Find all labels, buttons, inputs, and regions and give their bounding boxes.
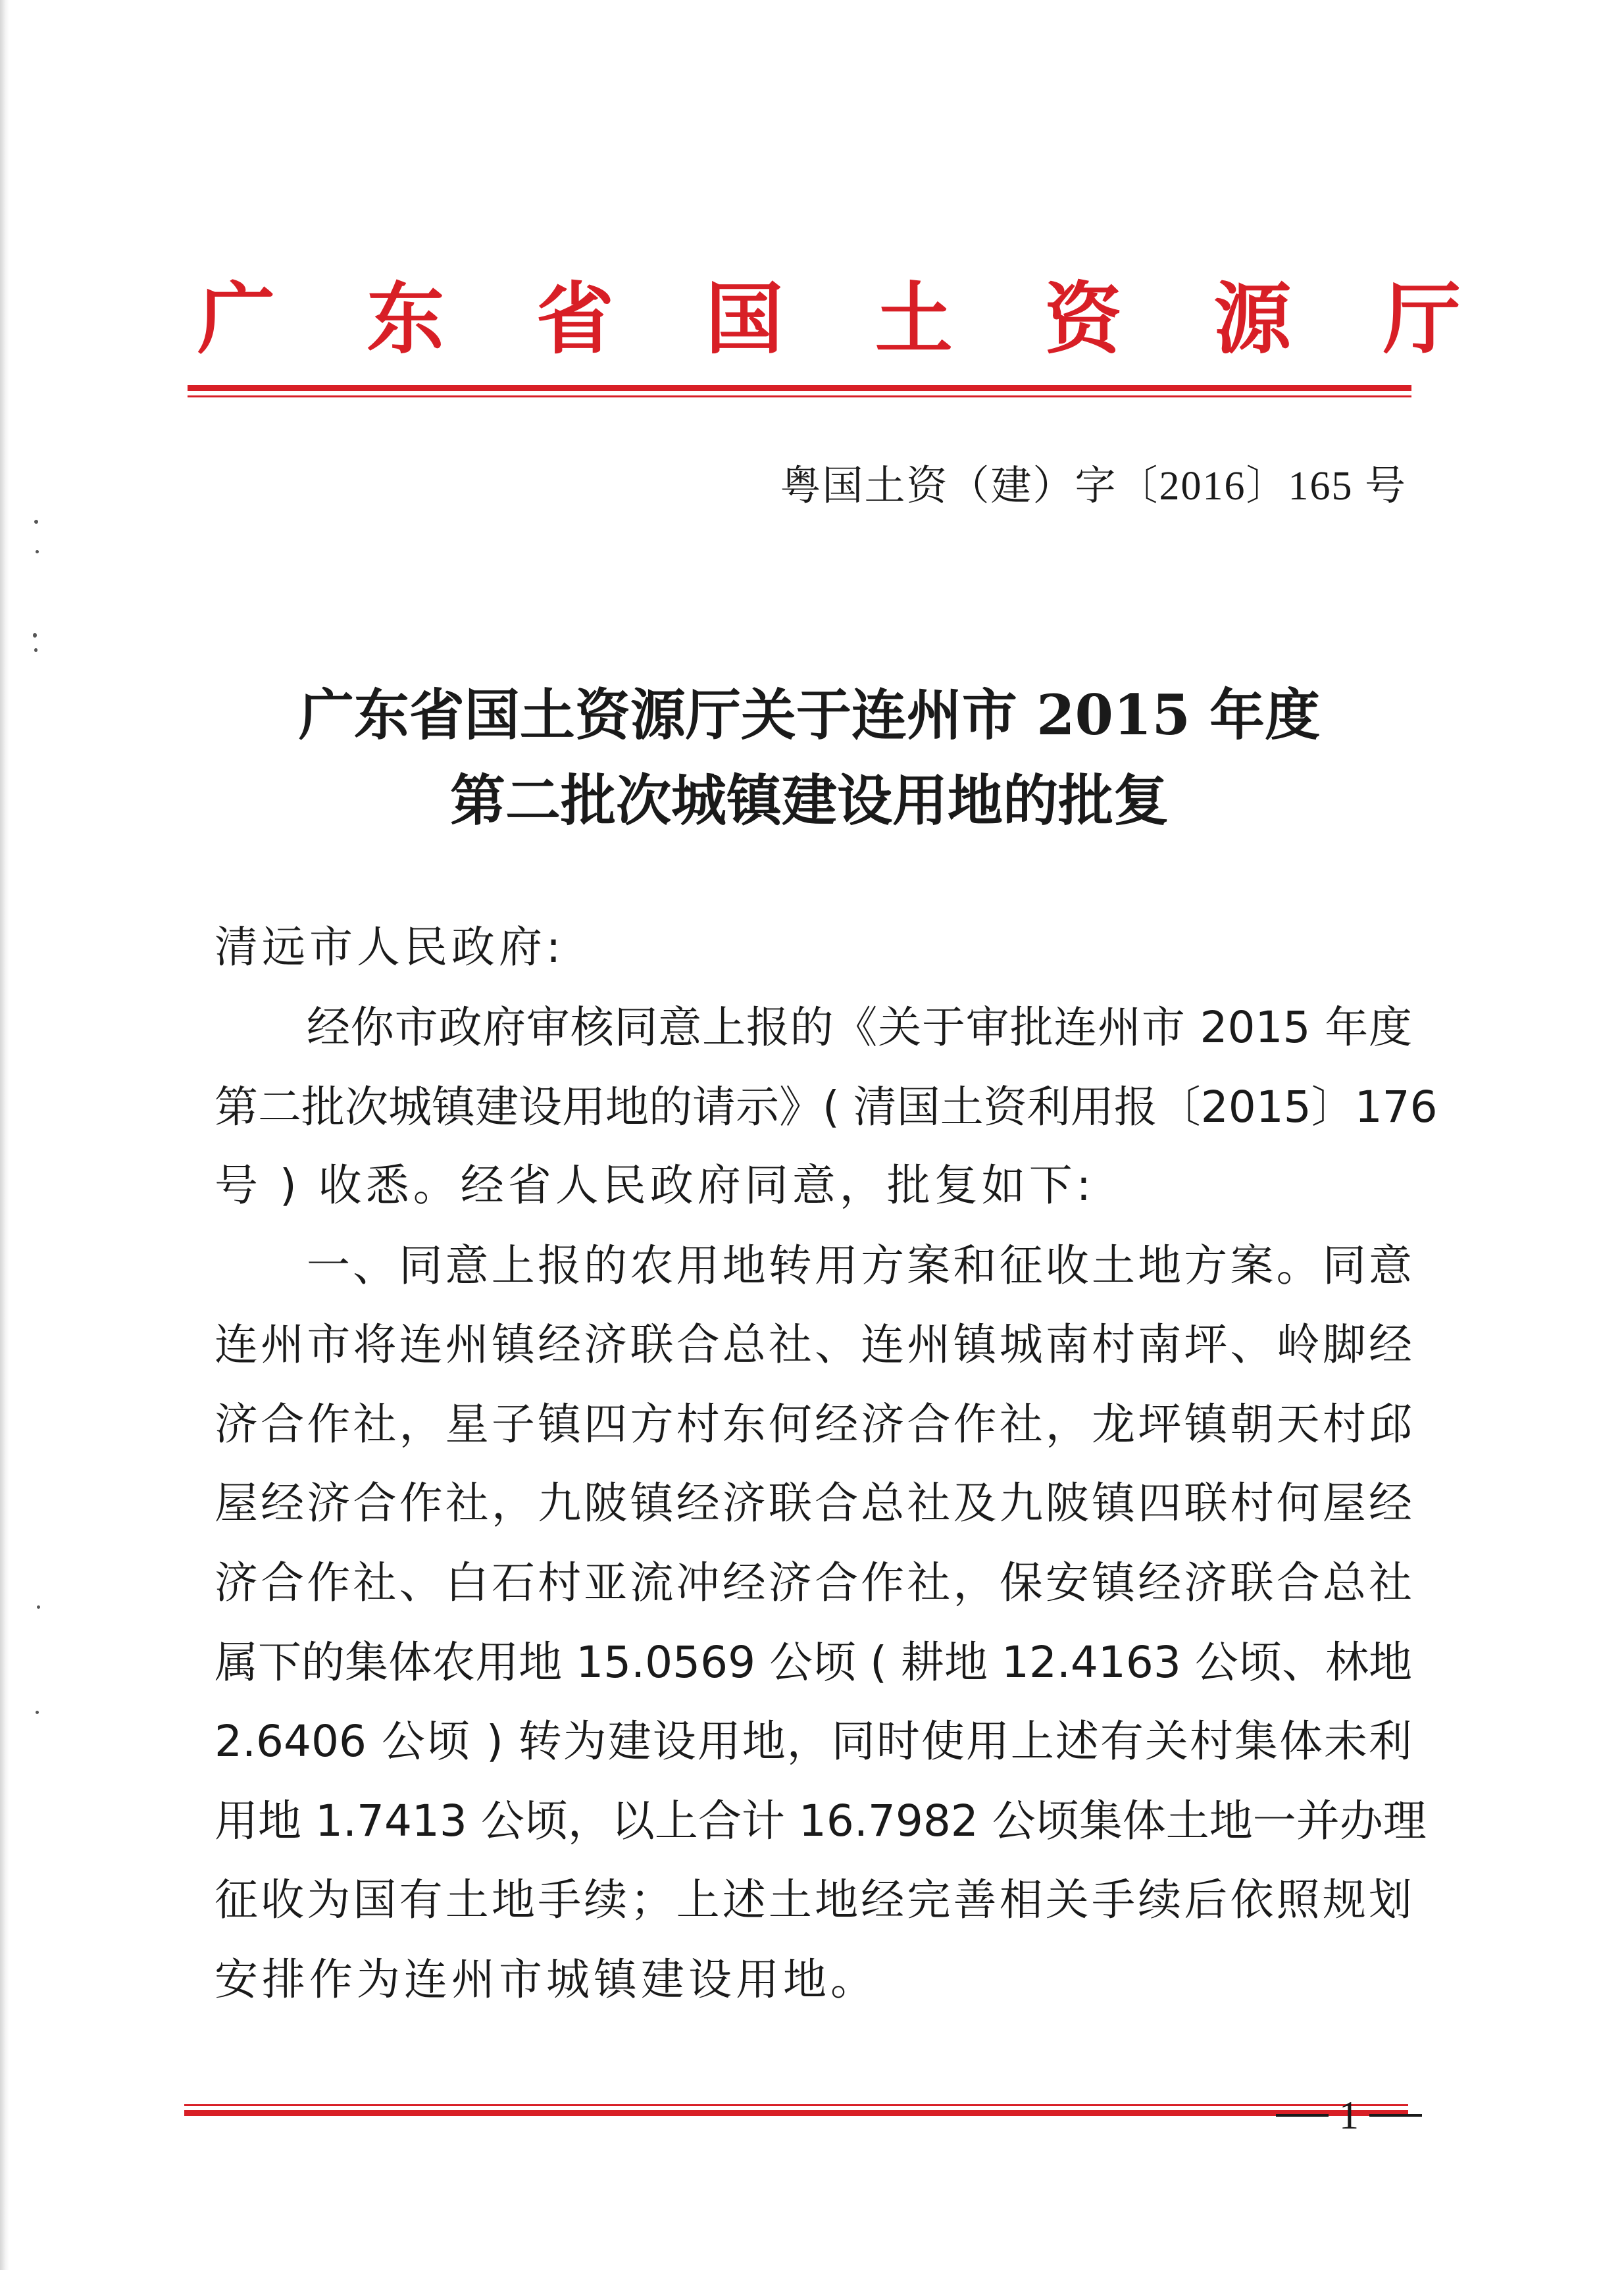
body-line: 第二批次城镇建设用地的请示》( 清国土资利用报〔2015〕176 [215,1082,1438,1132]
body-line: 经你市政府审核同意上报的《关于审批连州市 2015 年度 [307,1002,1412,1053]
agency-char: 资 [1044,273,1123,365]
document-number: 粤国土资（建）字〔2016〕165 号 [780,464,1407,509]
agency-letterhead [197,270,1461,368]
page-number [1250,2089,1448,2142]
body-line: 济合作社、白石村亚流冲经济合作社，保安镇经济联合总社 [215,1557,1412,1608]
agency-char: 广 [197,273,276,365]
scan-speck [34,648,38,652]
agency-char: 土 [875,273,953,365]
body-line: 连州市将连州镇经济联合总社、连州镇城南村南坪、岭脚经 [215,1319,1412,1370]
footer-rule-thin [184,2104,1408,2106]
scan-speck [36,550,39,553]
body-line: 屋经济合作社，九陂镇经济联合总社及九陂镇四联村何屋经 [215,1478,1412,1528]
footer-rule-thick [184,2110,1408,2116]
document-title-line-1: 广东省国土资源厅关于连州市 2015 年度 [298,682,1321,747]
scan-edge-shadow [0,0,9,2270]
scan-speck [34,520,38,524]
body-line: 济合作社，星子镇四方村东何经济合作社，龙坪镇朝天村邱 [215,1399,1412,1450]
scan-speck [33,633,37,638]
body-line: 属下的集体农用地 15.0569 公顷 ( 耕地 12.4163 公顷、林地 [215,1637,1412,1688]
body-line: 一、同意上报的农用地转用方案和征收土地方案。同意 [307,1240,1412,1291]
agency-char: 东 [367,273,445,365]
page-number-value: 1 [1339,2093,1359,2137]
agency-char: 国 [705,273,784,365]
scan-speck [36,1711,39,1714]
document-title-line-2: 第二批次城镇建设用地的批复 [449,768,1169,833]
page-number-dash [1369,2114,1422,2117]
scan-speck [37,1605,40,1609]
body-line: 征收为国有土地手续；上述土地经完善相关手续后依照规划 [215,1875,1412,1925]
agency-char: 厅 [1383,273,1461,365]
body-line: 用地 1.7413 公顷，以上合计 16.7982 公顷集体土地一并办理 [215,1796,1427,1846]
agency-char: 省 [536,273,614,365]
header-rule-thick [188,385,1411,391]
body-line: 号 ) 收悉。经省人民政府同意，批复如下: [215,1160,1095,1211]
body-line: 2.6406 公顷 ) 转为建设用地，同时使用上述有关村集体未利 [215,1716,1412,1767]
header-rule-thin [188,395,1411,397]
agency-char: 源 [1213,273,1292,365]
page-number-dash [1276,2114,1329,2117]
body-line: 安排作为连州市城镇建设用地。 [215,1954,878,2005]
addressee: 清远市人民政府: [215,922,565,972]
